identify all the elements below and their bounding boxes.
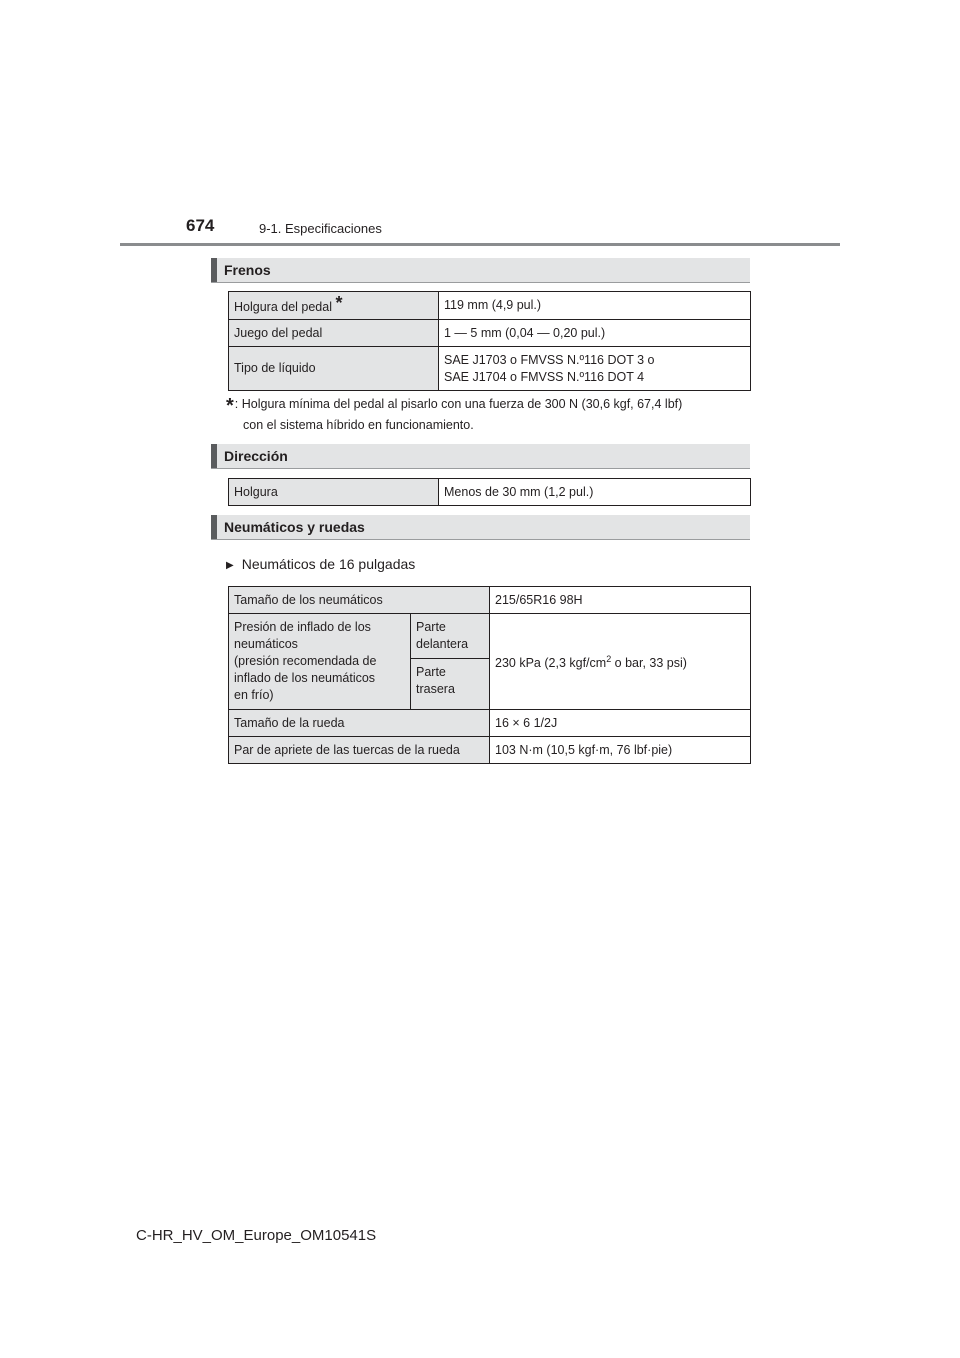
table-row <box>229 479 751 506</box>
brakes-heading-text: Frenos <box>224 262 271 278</box>
wheel-size-label: Tamaño de la rueda <box>229 710 490 737</box>
steering-heading-text: Dirección <box>224 448 288 464</box>
tire-size-value: 215/65R16 98H <box>490 587 751 614</box>
table-row <box>229 292 751 320</box>
rear-tire-label: Parte trasera <box>411 659 490 710</box>
steering-play-label: Holgura <box>229 479 439 506</box>
tire-size-label: Tamaño de los neumáticos <box>229 587 490 614</box>
pedal-play-label: Juego del pedal <box>229 320 439 347</box>
table-row <box>229 737 751 764</box>
pedal-clearance-label: Holgura del pedal * <box>229 292 439 320</box>
inflation-pressure-label: Presión de inflado de los neumáticos (presión recomendada de inflado de los neumáticos en frío) <box>229 614 411 710</box>
front-tire-label: Parte delantera <box>411 614 490 659</box>
page-number: 674 <box>186 216 215 235</box>
tire-size-bullet: ▶ Neumáticos de 16 pulgadas <box>226 556 416 572</box>
header-divider <box>120 243 840 246</box>
table-row <box>229 614 751 659</box>
lug-nut-torque-value: 103 N·m (10,5 kgf·m, 76 lbf·pie) <box>490 737 751 764</box>
table-row <box>229 320 751 347</box>
section-title: 9-1. Especificaciones <box>259 221 382 236</box>
inflation-pressure-value: 230 kPa (2,3 kgf/$cm^2$ o bar, 33 psi) <box>490 614 751 710</box>
tires-table <box>228 586 751 764</box>
heading-accent-bar <box>211 515 217 539</box>
table-row <box>229 587 751 614</box>
heading-accent-bar <box>211 444 217 468</box>
fluid-type-value: SAE J1703 o FMVSS N.º116 DOT 3 o SAE J1704 o FMVSS N.º116 DOT 4 <box>439 347 751 391</box>
footnote-marker: * <box>335 293 343 313</box>
brakes-section-heading <box>211 258 750 283</box>
table-row <box>229 347 751 391</box>
tires-section-heading <box>211 515 750 540</box>
heading-accent-bar <box>211 258 217 282</box>
lug-nut-torque-label: Par de apriete de las tuercas de la rueda <box>229 737 490 764</box>
document-code: C-HR_HV_OM_Europe_OM10541S <box>136 1227 377 1244</box>
footnote-star: * <box>226 395 234 417</box>
steering-section-heading <box>211 444 750 469</box>
pedal-clearance-value: 119 mm (4,9 pul.) <box>439 292 751 320</box>
steering-play-value: Menos de 30 mm (1,2 pul.) <box>439 479 751 506</box>
tires-heading-text: Neumáticos y ruedas <box>224 519 365 535</box>
table-row <box>229 710 751 737</box>
brakes-footnote: *: Holgura mínima del pedal al pisarlo con una fuerza de 300 N (30,6 kgf, 67,4 lbf) con el sistema híbrido en funcionamiento. <box>226 395 683 432</box>
triangle-bullet-icon: ▶ <box>226 560 234 571</box>
brakes-table <box>228 291 751 391</box>
wheel-size-value: 16 × 6 1/2J <box>490 710 751 737</box>
fluid-type-label: Tipo de líquido <box>229 347 439 391</box>
pedal-play-value: 1 — 5 mm (0,04 — 0,20 pul.) <box>439 320 751 347</box>
steering-table <box>228 478 751 506</box>
